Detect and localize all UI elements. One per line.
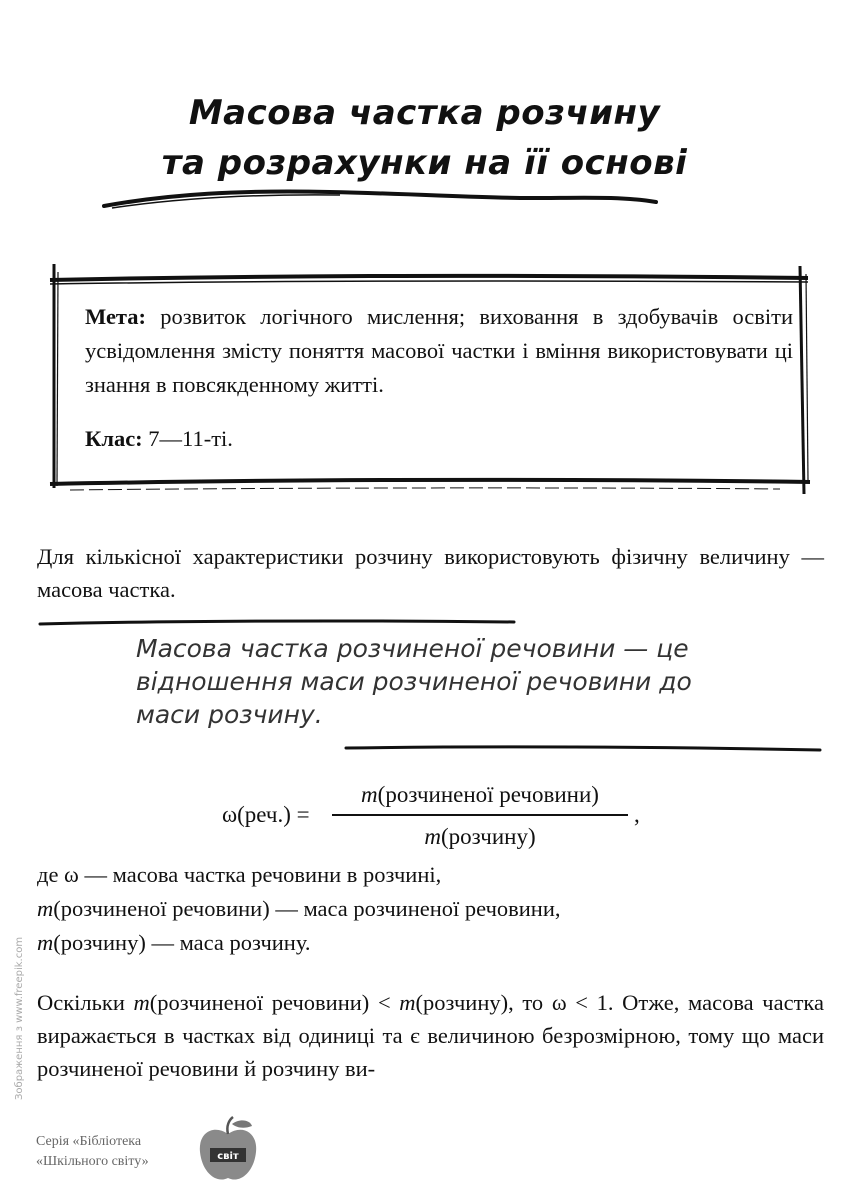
formula-numerator: m(розчиненої речовини) bbox=[361, 782, 599, 807]
intro-paragraph: Для кількісної характеристики розчину використовують фізичну величину — масова частка. bbox=[37, 544, 824, 602]
image-credit-watermark: Зображення з www.freepik.com bbox=[14, 936, 25, 1100]
class-label: Клас: bbox=[85, 426, 143, 451]
formula-denominator: m(розчину) bbox=[424, 823, 536, 849]
definition-line-1: Масова частка розчиненої речовини — це bbox=[136, 634, 689, 663]
definition-top-line bbox=[38, 616, 518, 630]
class-line bbox=[85, 422, 793, 456]
apple-logo-icon bbox=[196, 1116, 260, 1186]
logo-text: світ bbox=[217, 1151, 239, 1162]
formula-left-side: ω(реч.) = bbox=[222, 802, 310, 827]
goal-paragraph bbox=[85, 300, 793, 402]
class-value: 7—11-ті. bbox=[142, 426, 233, 451]
legend-line-2: m(розчиненої речовини) — маса розчиненої речовини, bbox=[37, 896, 561, 921]
series-line-1: Серія «Бібліотека bbox=[36, 1134, 142, 1149]
goal-label: Мета: bbox=[85, 304, 146, 329]
definition-line-3: маси розчину. bbox=[136, 700, 323, 729]
formula-legend bbox=[37, 858, 817, 960]
formula-fraction bbox=[332, 778, 628, 854]
goal-box bbox=[85, 300, 793, 456]
title-underline bbox=[100, 180, 660, 216]
formula-comma: , bbox=[634, 802, 640, 827]
title-line-2: та розрахунки на її основі bbox=[161, 143, 688, 183]
series-line-2: «Шкільного світу» bbox=[36, 1154, 149, 1169]
fraction-bar bbox=[332, 814, 628, 816]
legend-line-1: де ω — масова частка речовини в розчині, bbox=[37, 862, 442, 887]
title-line-1: Масова частка розчину bbox=[188, 93, 661, 133]
definition-line-2: відношення маси розчиненої речовини до bbox=[136, 667, 692, 696]
definition bbox=[136, 632, 776, 731]
definition-bottom-line bbox=[344, 742, 824, 756]
goal-text: розвиток логічного мислення; виховання в здобувачів освіти усвідомлення змісту поняття масової частки і вміння використовувати ці знання в повсякденному житті. bbox=[85, 304, 793, 397]
legend-line-3: m(розчину) — маса розчину. bbox=[37, 930, 311, 955]
page-title bbox=[0, 88, 849, 188]
explanation-paragraph: Оскільки m(розчиненої речовини) < m(розчину), то ω < 1. Отже, масова частка виражається в частках від одиниці та є величиною безрозмірною, тому що маси розчиненої речовини й розчину ви- bbox=[37, 990, 824, 1081]
series-label bbox=[36, 1132, 149, 1172]
